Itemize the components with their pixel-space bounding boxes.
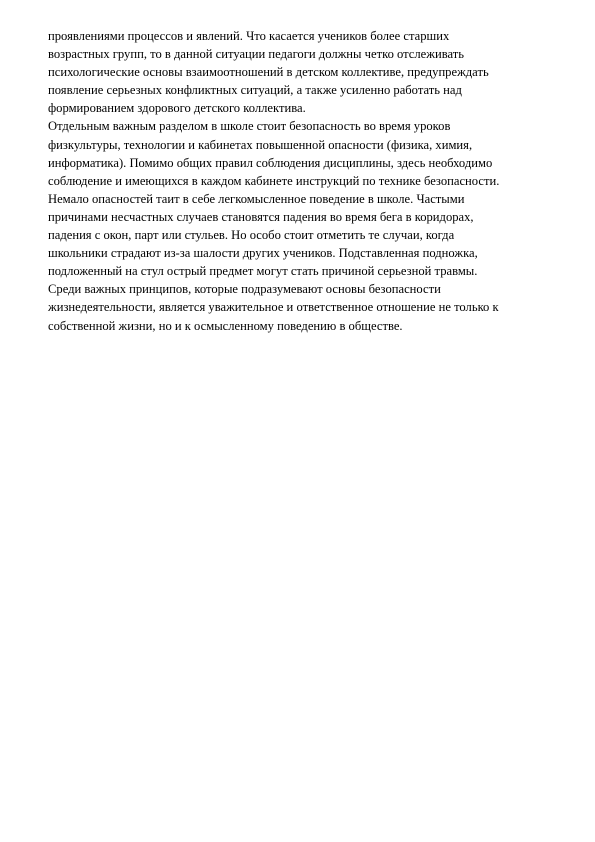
text-line: подложенный на стул острый предмет могут стать причиной серьезной травмы. xyxy=(48,264,478,279)
text-line: психологические основы взаимоотношений в детском коллективе, предупреждать xyxy=(48,65,489,80)
text-line: Отдельным важным разделом в школе стоит безопасность во время уроков xyxy=(48,119,451,134)
text-line: формированием здорового детского коллектива. xyxy=(48,101,306,116)
text-line: школьники страдают из-за шалости других учеников. Подставленная подножка, xyxy=(48,246,478,261)
text-line: Среди важных принципов, которые подразумевают основы безопасности xyxy=(48,282,441,297)
text-line: Немало опасностей таит в себе легкомысленное поведение в школе. Частыми xyxy=(48,191,465,206)
text-line: информатика). Помимо общих правил соблюдения дисциплины, здесь необходимо xyxy=(48,155,493,170)
text-line: жизнедеятельности, является уважительное и ответственное отношение не только к xyxy=(48,300,499,315)
text-line: возрастных групп, то в данной ситуации педагоги должны четко отслеживать xyxy=(48,47,464,62)
text-line: причинами несчастных случаев становятся падения во время бега в коридорах, xyxy=(48,209,474,224)
text-line: появление серьезных конфликтных ситуаций, а также усиленно работать над xyxy=(48,83,462,98)
text-line: собственной жизни, но и к осмысленному поведению в обществе. xyxy=(48,318,403,333)
text-line: проявлениями процессов и явлений. Что касается учеников более старших xyxy=(48,29,450,43)
text-line: физкультуры, технологии и кабинетах повышенной опасности (физика, химия, xyxy=(48,137,473,152)
text-line: соблюдение и имеющихся в каждом кабинете инструкций по технике безопасности. xyxy=(48,173,500,188)
text-line: падения с окон, парт или стульев. Но особо стоит отметить те случаи, когда xyxy=(48,228,455,243)
body-text xyxy=(48,27,548,335)
